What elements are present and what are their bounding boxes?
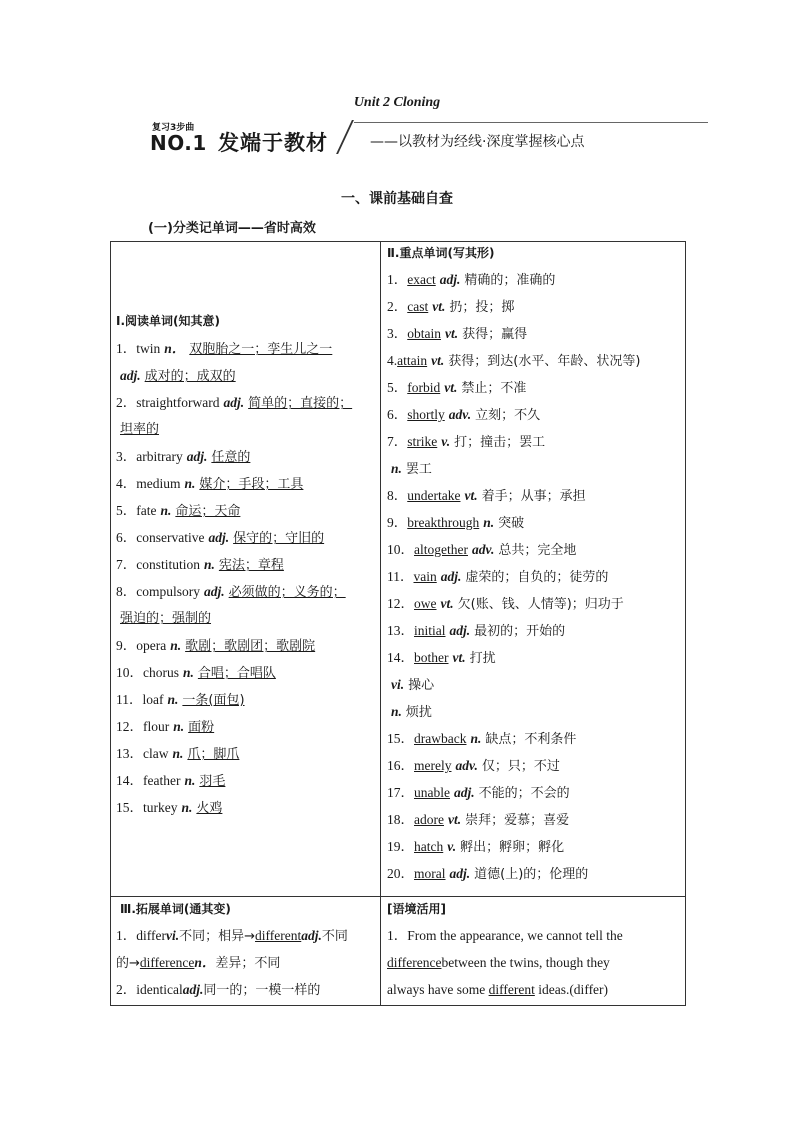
vocab-item	[116, 470, 378, 497]
part-of-speech: adj.	[208, 530, 230, 545]
answer-word: opera	[136, 638, 167, 653]
item-number: 2．	[116, 982, 137, 997]
meaning: 媒介；手段；工具	[199, 477, 304, 492]
item-number: 19．	[387, 839, 414, 854]
part-of-speech: adj.	[440, 569, 462, 584]
answer-word: medium	[136, 476, 181, 491]
item-number: 3．	[116, 449, 137, 464]
meaning: 合唱；合唱队	[197, 666, 276, 681]
vocab-item	[387, 617, 683, 644]
meaning: 宪法；章程	[218, 558, 284, 573]
meaning: 不同	[321, 929, 348, 944]
part-of-speech: vi.	[166, 928, 180, 943]
answer-word: strike	[407, 434, 438, 449]
part-of-speech: v.	[441, 434, 451, 449]
part-of-speech: n.	[184, 773, 196, 788]
meaning: 羽毛	[199, 774, 226, 789]
vocab-item	[387, 320, 683, 347]
answer-word: moral	[414, 866, 446, 881]
vocab-item	[387, 752, 683, 779]
vocab-item	[387, 347, 683, 374]
answer-word: flour	[143, 719, 170, 734]
vocab-item	[116, 767, 378, 794]
vocab-item	[116, 524, 378, 551]
answer-word: bother	[414, 650, 449, 665]
meaning: 总共；完全地	[498, 543, 577, 558]
vocab-item	[116, 551, 378, 578]
item-number: 1．	[387, 272, 408, 287]
sub-title: (一)分类记单词——省时高效	[148, 221, 316, 236]
answer-word: obtain	[407, 326, 441, 341]
meaning: 虚荣的；自负的；徒劳的	[465, 570, 609, 585]
vocab-item	[387, 266, 683, 293]
item-number: 9．	[116, 638, 137, 653]
vocab-item	[387, 860, 683, 887]
meaning: 简单的；直接的；	[248, 396, 353, 411]
vocab-item	[116, 497, 378, 524]
vocab-item	[387, 725, 683, 752]
part-of-speech: n.	[204, 557, 215, 572]
context-usage-header: [语境活用]	[387, 902, 446, 916]
meaning: 禁止；不准	[461, 381, 527, 396]
meaning: 缺点；不利条件	[485, 732, 577, 747]
vocab-item	[116, 740, 378, 767]
item-number: 8．	[116, 584, 137, 599]
vocab-item	[387, 401, 683, 428]
meaning: 不同；相异→	[179, 929, 256, 944]
item-number: 13．	[116, 746, 143, 761]
meaning: 同一的；一模一样的	[203, 983, 321, 998]
part-of-speech: vi.	[391, 677, 405, 692]
meaning: 精确的；准确的	[464, 273, 556, 288]
context-line-3	[387, 976, 683, 1003]
answer-word: feather	[143, 773, 181, 788]
part-of-speech: vt.	[452, 650, 466, 665]
vocab-item	[387, 671, 683, 698]
part-of-speech: adj.	[439, 272, 461, 287]
meaning: 任意的	[211, 450, 251, 465]
meaning: 着手；从事；承担	[481, 489, 586, 504]
banner-number: NO.1	[150, 131, 207, 155]
section-title: 一、课前基础自查	[341, 191, 453, 207]
answer-word: fate	[136, 503, 157, 518]
part-of-speech: vt.	[464, 488, 478, 503]
meaning: 歌剧；歌剧团；歌剧院	[185, 639, 316, 654]
item-number: 2．	[116, 395, 137, 410]
item-number: 20．	[387, 866, 414, 881]
part-of-speech: vt.	[432, 299, 446, 314]
answer-word: constitution	[136, 557, 200, 572]
part-of-speech: n.	[172, 746, 184, 761]
meaning: 差异；不同	[215, 956, 281, 971]
reading-words-header: Ⅰ.阅读单词(知其意)	[116, 314, 220, 328]
part-of-speech: adj.	[301, 928, 322, 943]
part-of-speech: n.	[173, 719, 185, 734]
meaning: 获得；赢得	[462, 327, 528, 342]
answer-word: attain	[397, 353, 428, 368]
meaning: 一条(面包)	[182, 693, 245, 708]
item-number: 9．	[387, 515, 408, 530]
vocab-item	[387, 293, 683, 320]
item-number: 7．	[387, 434, 408, 449]
meaning: 强迫的；强制的	[120, 611, 212, 626]
part-of-speech: adj.	[120, 368, 141, 383]
item-number: 5．	[387, 380, 408, 395]
part-of-speech: adj.	[454, 785, 475, 800]
vocab-item	[387, 455, 683, 482]
item-number: 13．	[387, 623, 414, 638]
vocab-item	[116, 632, 378, 659]
item-number: 6．	[387, 407, 408, 422]
answer-word: loaf	[142, 692, 164, 707]
answer-blank: difference	[387, 955, 442, 970]
vocab-item	[116, 605, 378, 632]
part-of-speech: adj.	[223, 395, 245, 410]
answer-word: different	[255, 928, 302, 943]
meaning: 获得；到达(水平、年龄、状况等)	[448, 354, 641, 369]
answer-word: merely	[414, 758, 452, 773]
meaning: 必须做的；义务的；	[228, 585, 346, 600]
word: differ	[136, 928, 166, 943]
meaning: 扔；投；掷	[449, 300, 515, 315]
section-banner	[148, 118, 708, 158]
answer-word: exact	[407, 272, 436, 287]
item-number: 2．	[387, 299, 408, 314]
answer-word: unable	[414, 785, 450, 800]
vocab-item	[387, 509, 683, 536]
banner-rule	[354, 122, 708, 123]
banner-heading: 发端于教材	[218, 131, 328, 155]
answer-word: claw	[143, 746, 169, 761]
part-of-speech: n.	[160, 503, 172, 518]
item-number: 7．	[116, 557, 137, 572]
vocab-item	[387, 806, 683, 833]
vocab-item	[116, 416, 378, 443]
part-of-speech: n.	[391, 461, 402, 476]
meaning: 立刻；不久	[475, 408, 541, 423]
meaning: 欠(账、钱、人情等)；归功于	[457, 597, 624, 612]
item-number: 11．	[387, 569, 414, 584]
part-of-speech: adv.	[455, 758, 478, 773]
extended-line-1	[116, 922, 378, 949]
unit-title: Unit 2 Cloning	[353, 95, 441, 110]
answer-word: undertake	[407, 488, 461, 503]
answer-word: breakthrough	[407, 515, 480, 530]
answer-word: turkey	[143, 800, 178, 815]
meaning: 不能的；不会的	[478, 786, 570, 801]
vocab-item	[387, 590, 683, 617]
meaning: 突破	[498, 516, 525, 531]
vocab-item	[387, 374, 683, 401]
answer-word: arbitrary	[136, 449, 183, 464]
item-number: 4.	[387, 353, 398, 368]
vocab-item	[116, 335, 378, 362]
answer-word: difference	[139, 955, 195, 970]
item-number: 8．	[387, 488, 408, 503]
item-number: 10．	[116, 665, 143, 680]
answer-word: cast	[407, 299, 429, 314]
item-number: 15．	[116, 800, 143, 815]
context-line-2	[387, 949, 683, 976]
item-number: 6．	[116, 530, 137, 545]
answer-word: initial	[414, 623, 446, 638]
context-text: ideas.(differ)	[534, 982, 609, 997]
answer-word: owe	[414, 596, 437, 611]
part-of-speech: n．	[164, 341, 186, 356]
item-number: 17．	[387, 785, 414, 800]
meaning: 成对的；成双的	[144, 369, 236, 384]
banner-small-label: 复习3步曲	[152, 123, 195, 133]
meaning: 打扰	[469, 651, 496, 666]
answer-word: altogether	[414, 542, 468, 557]
vocab-item	[387, 698, 683, 725]
part-of-speech: n.	[181, 800, 193, 815]
answer-word: conservative	[136, 530, 205, 545]
meaning: 崇拜；爱慕；喜爱	[465, 813, 570, 828]
part-of-speech: adj.	[449, 623, 471, 638]
vocab-item	[387, 833, 683, 860]
meaning: 保守的；守旧的	[233, 531, 325, 546]
part-of-speech: v.	[447, 839, 457, 854]
part-of-speech: n.	[184, 476, 196, 491]
item-number: 11．	[116, 692, 143, 707]
part-of-speech: vt.	[447, 812, 462, 827]
meaning: 火鸡	[196, 801, 223, 816]
vocab-item	[116, 686, 378, 713]
item-number: 14．	[387, 650, 414, 665]
item-number: 3．	[387, 326, 408, 341]
part-of-speech: vt.	[431, 353, 445, 368]
part-of-speech: adj.	[182, 982, 204, 997]
meaning: 仅；只；不过	[481, 759, 560, 774]
answer-word: straightforward	[136, 395, 220, 410]
item-number: 15．	[387, 731, 414, 746]
answer-word: compulsory	[136, 584, 200, 599]
part-of-speech: vt.	[444, 380, 458, 395]
item-number: 4．	[116, 476, 137, 491]
answer-word: vain	[413, 569, 437, 584]
context-text: between the twins, though they	[441, 955, 610, 970]
item-number: 12．	[387, 596, 414, 611]
vocab-item	[116, 713, 378, 740]
vocab-item	[387, 563, 683, 590]
vocab-item	[116, 389, 378, 416]
meaning: 坦率的	[120, 422, 160, 437]
extended-words-header: Ⅲ.拓展单词(通其变)	[120, 902, 231, 916]
item-number: 14．	[116, 773, 143, 788]
meaning: 打；撞击；罢工	[454, 435, 546, 450]
key-words-header: Ⅱ.重点单词(写其形)	[387, 246, 495, 260]
vocab-item	[387, 536, 683, 563]
part-of-speech: n.	[391, 704, 402, 719]
context-line-1: 1．From the appearance, we cannot tell the	[387, 928, 623, 943]
connector: 的→	[116, 956, 140, 971]
meaning: 爪；脚爪	[187, 747, 240, 762]
meaning: 最初的；开始的	[474, 624, 566, 639]
answer-blank: different	[488, 982, 535, 997]
answer-word: drawback	[414, 731, 467, 746]
part-of-speech: adj.	[204, 584, 225, 599]
part-of-speech: n.	[470, 731, 482, 746]
table-column-divider	[380, 241, 381, 1005]
item-number: 5．	[116, 503, 137, 518]
part-of-speech: adv.	[448, 407, 472, 422]
item-number: 16．	[387, 758, 414, 773]
banner-slash-divider	[336, 120, 354, 154]
part-of-speech: adj.	[186, 449, 208, 464]
meaning: 双胞胎之一；孪生儿之一	[189, 342, 333, 357]
part-of-speech: adv.	[471, 542, 495, 557]
answer-word: twin	[136, 341, 161, 356]
item-number: 12．	[116, 719, 143, 734]
answer-word: hatch	[414, 839, 444, 854]
part-of-speech: n．	[194, 955, 216, 970]
meaning: 罢工	[405, 462, 432, 477]
vocab-item	[387, 482, 683, 509]
part-of-speech: n.	[170, 638, 182, 653]
banner-subtitle: ——以教材为经线·深度掌握核心点	[370, 134, 585, 150]
vocab-item	[387, 779, 683, 806]
vocab-item	[116, 443, 378, 470]
item-number: 10．	[387, 542, 414, 557]
part-of-speech: n.	[167, 692, 179, 707]
part-of-speech: n.	[183, 665, 194, 680]
vocab-item	[116, 794, 378, 821]
vocab-item	[387, 428, 683, 455]
part-of-speech: n.	[483, 515, 495, 530]
vocab-item	[116, 362, 378, 389]
reading-words-column	[116, 307, 378, 821]
answer-word: chorus	[143, 665, 179, 680]
vocab-item	[116, 578, 378, 605]
answer-word: adore	[414, 812, 444, 827]
vocab-item	[387, 644, 683, 671]
answer-word: shortly	[407, 407, 445, 422]
extended-words-column	[116, 896, 378, 1003]
item-number: 1．	[116, 341, 137, 356]
key-words-column	[387, 240, 683, 887]
answer-word: forbid	[407, 380, 441, 395]
part-of-speech: vt.	[440, 596, 454, 611]
meaning: 孵出；孵卵；孵化	[460, 840, 565, 855]
meaning: 面粉	[188, 720, 215, 735]
context-usage-column	[387, 896, 683, 1003]
meaning: 烦扰	[405, 705, 432, 720]
part-of-speech: vt.	[445, 326, 459, 341]
extended-line-3	[116, 976, 378, 1003]
word: identical	[136, 982, 183, 997]
item-number: 1．	[116, 928, 137, 943]
meaning: 命运；天命	[175, 504, 241, 519]
vocab-item	[116, 659, 378, 686]
meaning: 操心	[408, 678, 435, 693]
extended-line-2	[116, 949, 378, 976]
meaning: 道德(上)的；伦理的	[474, 867, 589, 882]
item-number: 18．	[387, 812, 414, 827]
part-of-speech: adj.	[449, 866, 471, 881]
context-text: always have some	[387, 982, 489, 997]
